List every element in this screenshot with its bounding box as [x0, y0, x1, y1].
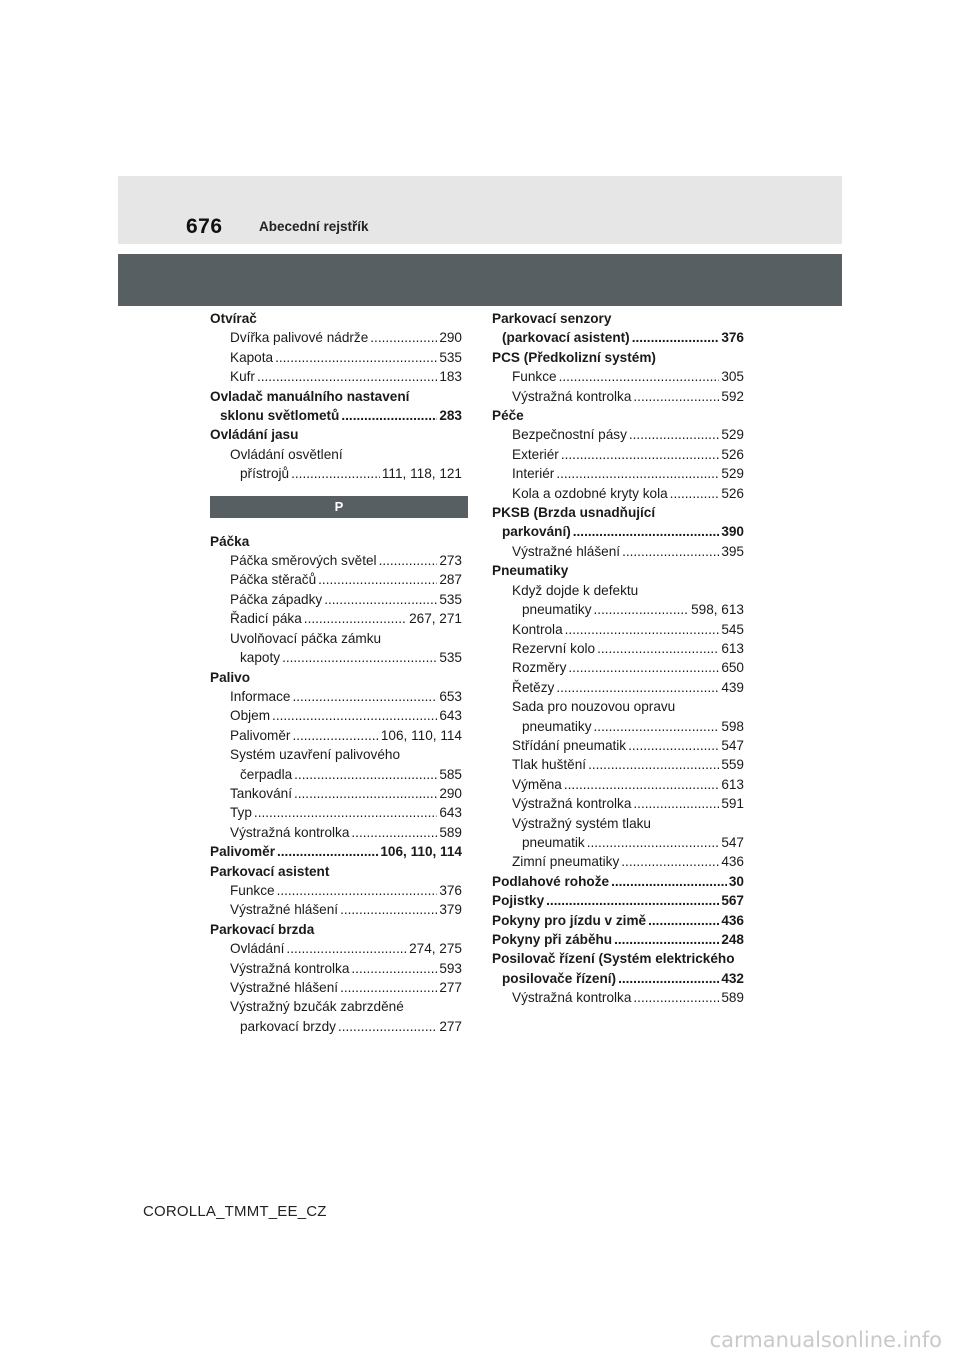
entry-page-number: 439: [721, 679, 744, 695]
entry-text: Palivoměr: [230, 727, 291, 743]
index-heading: [492, 911, 744, 930]
dot-leader: [257, 367, 437, 386]
entry-page-number: 535: [439, 591, 462, 607]
entry-text: Bezpečnostní pásy: [512, 427, 627, 443]
watermark: carmanualsonline.info: [709, 1328, 942, 1352]
index-entry: [492, 833, 744, 852]
entry-page-number: 559: [721, 757, 744, 773]
entry-page-number: 643: [439, 708, 462, 724]
index-entry: [210, 1017, 462, 1036]
entry-text: Pokyny pro jízdu v zimě: [492, 912, 647, 928]
entry-text: Výměna: [512, 776, 562, 792]
dot-leader: [292, 687, 437, 706]
index-entry: [210, 590, 462, 609]
index-group-p-continued: [492, 309, 744, 1008]
entry-page-number: 287: [439, 572, 462, 588]
index-column-left: [210, 309, 462, 1036]
dot-leader: [633, 387, 719, 406]
entry-page-number: 436: [721, 854, 744, 870]
index-entry: Sada pro nouzovou opravu: [512, 699, 676, 715]
entry-page-number: 529: [721, 466, 744, 482]
dot-leader: [621, 852, 719, 871]
entry-text: čerpadla: [240, 766, 293, 782]
index-heading: Otvírač: [210, 311, 257, 326]
index-entry: [492, 988, 744, 1007]
dot-leader: [294, 784, 437, 803]
index-column-right: [492, 309, 744, 1008]
entry-text: Pokyny při záběhu: [492, 932, 613, 947]
index-entry: [210, 823, 462, 842]
index-entry: [492, 387, 744, 406]
index-entry: [492, 425, 744, 444]
entry-page-number: 30: [728, 873, 744, 889]
index-entry: [210, 367, 462, 386]
entry-text: Ovládání: [230, 941, 285, 957]
dot-leader: [670, 484, 720, 503]
index-entry: [210, 784, 462, 803]
dot-leader: [324, 590, 437, 609]
entry-page-number: 545: [721, 621, 744, 637]
index-heading: [492, 891, 744, 910]
dot-leader: [275, 348, 437, 367]
entry-text: pneumatik: [522, 834, 585, 850]
index-entry: [210, 900, 462, 919]
entry-page-number: 653: [439, 688, 462, 704]
index-heading: Péče: [492, 408, 524, 424]
entry-text: Podlahové rohože: [492, 873, 610, 889]
entry-page-number: 526: [721, 485, 744, 501]
entry-text: Palivoměr: [210, 844, 275, 860]
dot-leader: [568, 658, 719, 677]
index-entry: [492, 755, 744, 774]
entry-text: Kola a ozdobné kryty kola: [512, 485, 668, 501]
dot-leader: [379, 551, 438, 570]
entry-text: Rozměry: [512, 660, 567, 676]
dot-leader: [587, 833, 720, 852]
index-heading: Páčka: [210, 533, 250, 549]
entry-text: Tankování: [230, 785, 292, 801]
entry-text: (parkovací asistent): [502, 330, 630, 346]
entry-page-number: 106, 110, 114: [380, 727, 462, 743]
entry-text: kapoty: [240, 650, 281, 666]
index-heading: Ovládání jasu: [210, 427, 299, 443]
entry-text: Řadicí páka: [230, 611, 302, 627]
dot-leader: [272, 706, 437, 725]
entry-text: Páčka stěračů: [230, 572, 317, 588]
dot-leader: [294, 765, 437, 784]
entry-page-number: 267, 271: [409, 611, 462, 627]
dot-leader: [561, 445, 719, 464]
entry-text: Výstražná kontrolka: [512, 388, 632, 404]
index-entry: [492, 678, 744, 697]
entry-text: Tlak huštění: [512, 757, 587, 773]
entry-text: Řetězy: [512, 679, 555, 695]
index-entry: [210, 803, 462, 822]
index-heading: [492, 328, 744, 347]
index-entry: [210, 978, 462, 997]
dot-leader: [629, 425, 719, 444]
index-entry: Ovládání osvětlení: [230, 446, 343, 462]
index-entry: [492, 484, 744, 503]
entry-text: Interiér: [512, 466, 555, 482]
dot-leader: [633, 988, 719, 1007]
dot-leader: [556, 464, 719, 483]
index-entry: [492, 445, 744, 464]
entry-page-number: 183: [439, 369, 462, 385]
entry-text: Výstražné hlášení: [230, 980, 339, 995]
index-heading: Posilovač řízení (Systém elektrického: [492, 951, 735, 967]
entry-page-number: 650: [721, 660, 744, 676]
dot-leader: [282, 648, 437, 667]
index-heading: [492, 969, 744, 988]
document-code: COROLLA_TMMT_EE_CZ: [143, 1203, 327, 1220]
entry-text: parkování): [502, 524, 571, 540]
entry-text: pneumatiky: [522, 602, 592, 618]
entry-page-number: 535: [439, 650, 462, 666]
dot-leader: [340, 978, 437, 997]
index-heading: PKSB (Brzda usnadňující: [492, 505, 656, 521]
dot-leader: [254, 803, 437, 822]
index-entry: [492, 620, 744, 639]
page-number: 676: [186, 215, 223, 238]
entry-page-number: 592: [721, 388, 744, 404]
dot-leader: [341, 406, 437, 425]
dot-leader: [588, 755, 719, 774]
dot-leader: [277, 842, 378, 861]
entry-text: Páčka západky: [230, 591, 323, 607]
dot-leader: [556, 678, 719, 697]
dot-leader: [614, 930, 719, 949]
entry-text: Objem: [230, 708, 271, 724]
entry-page-number: 547: [721, 834, 744, 850]
index-entry: [210, 551, 462, 570]
dot-leader: [632, 328, 720, 347]
entry-page-number: 274, 275: [409, 941, 462, 957]
entry-page-number: 591: [721, 796, 744, 812]
index-heading: PCS (Předkolizní systém): [492, 349, 656, 365]
entry-page-number: 598: [721, 718, 744, 734]
dot-leader: [351, 959, 437, 978]
dot-leader: [559, 367, 720, 386]
index-heading: [210, 842, 462, 861]
entry-text: sklonu světlometů: [220, 408, 340, 424]
dot-leader: [648, 911, 719, 930]
dot-leader: [546, 891, 719, 910]
entry-text: Výstražné hlášení: [230, 902, 339, 918]
entry-text: Rezervní kolo: [512, 640, 596, 656]
index-entry: [492, 639, 744, 658]
entry-page-number: 432: [721, 970, 744, 986]
entry-text: Funkce: [512, 369, 557, 385]
page-title: Abecední rejstřík: [259, 219, 369, 234]
entry-page-number: 273: [439, 553, 462, 569]
entry-page-number: 643: [439, 805, 462, 821]
entry-page-number: 106, 110, 114: [380, 844, 462, 860]
entry-page-number: 526: [721, 446, 744, 462]
entry-text: posilovače řízení): [502, 970, 617, 986]
dot-leader: [594, 717, 720, 736]
index-entry: [492, 717, 744, 736]
index-entry: [210, 464, 462, 483]
index-entry: [210, 939, 462, 958]
index-entry: [492, 852, 744, 871]
index-entry: Když dojde k defektu: [512, 582, 639, 598]
entry-text: Výstražná kontrolka: [512, 796, 632, 812]
entry-page-number: 589: [721, 990, 744, 1006]
entry-text: Dvířka palivové nádrže: [230, 330, 369, 346]
entry-text: Exteriér: [512, 446, 559, 462]
index-heading: Ovladač manuálního nastavení: [210, 388, 410, 404]
entry-text: Výstražné hlášení: [512, 543, 621, 559]
dot-leader: [622, 542, 719, 561]
index-entry: [210, 328, 462, 347]
dot-leader: [618, 969, 719, 988]
index-heading: Parkovací brzda: [210, 921, 315, 937]
entry-text: přístrojů: [240, 466, 290, 482]
dot-leader: [628, 736, 719, 755]
index-entry: [210, 687, 462, 706]
index-heading: Palivo: [210, 669, 251, 685]
entry-text: Informace: [230, 688, 291, 704]
index-entry: [492, 464, 744, 483]
entry-page-number: 395: [721, 543, 744, 559]
header-dark-band: [118, 254, 842, 306]
index-entry: [492, 367, 744, 386]
index-entry: Výstražný bzučák zabrzděné: [230, 999, 404, 1015]
index-group-o: [210, 309, 462, 484]
index-heading: [492, 872, 744, 891]
entry-text: Výstražná kontrolka: [230, 960, 350, 976]
index-entry: [492, 736, 744, 755]
entry-page-number: 376: [439, 882, 462, 898]
index-heading: Pneumatiky: [492, 563, 569, 579]
index-entry: [492, 775, 744, 794]
entry-text: Výstražná kontrolka: [512, 990, 632, 1006]
index-entry: [210, 959, 462, 978]
dot-leader: [564, 775, 719, 794]
index-heading: [210, 406, 462, 425]
entry-text: Funkce: [230, 882, 275, 898]
dot-leader: [338, 1017, 437, 1036]
index-entry: Výstražný systém tlaku: [512, 815, 651, 831]
dot-leader: [565, 620, 720, 639]
entry-page-number: 585: [439, 766, 462, 782]
entry-text: Kapota: [230, 349, 274, 365]
index-entry: Systém uzavření palivového: [230, 747, 401, 763]
entry-page-number: 567: [721, 893, 744, 909]
entry-page-number: 376: [721, 330, 744, 346]
index-entry: [492, 600, 744, 619]
entry-page-number: 535: [439, 349, 462, 365]
index-entry: [210, 726, 462, 745]
dot-leader: [340, 900, 437, 919]
entry-text: Pojistky: [492, 893, 545, 909]
entry-page-number: 283: [439, 408, 462, 424]
entry-page-number: 305: [721, 369, 744, 385]
dot-leader: [351, 823, 437, 842]
entry-page-number: 379: [439, 902, 462, 918]
dot-leader: [633, 794, 719, 813]
index-group-p: [210, 532, 462, 1037]
dot-leader: [573, 522, 720, 541]
index-entry: [492, 542, 744, 561]
dot-leader: [291, 464, 380, 483]
index-heading: [492, 930, 744, 949]
entry-page-number: 613: [721, 640, 744, 656]
index-heading: Parkovací senzory: [492, 311, 612, 326]
entry-page-number: 593: [439, 960, 462, 976]
entry-page-number: 111, 118, 121: [381, 466, 462, 482]
dot-leader: [594, 600, 690, 619]
index-heading: Parkovací asistent: [210, 863, 330, 879]
entry-text: parkovací brzdy: [240, 1018, 336, 1034]
entry-text: Typ: [230, 805, 252, 821]
dot-leader: [277, 881, 438, 900]
entry-page-number: 290: [439, 330, 462, 346]
index-entry: [210, 881, 462, 900]
dot-leader: [611, 872, 727, 891]
dot-leader: [292, 726, 378, 745]
entry-text: Výstražná kontrolka: [230, 824, 350, 840]
entry-page-number: 529: [721, 427, 744, 443]
entry-page-number: 277: [439, 1018, 462, 1034]
index-entry: [210, 706, 462, 725]
dot-leader: [286, 939, 407, 958]
entry-page-number: 589: [439, 824, 462, 840]
index-entry: [210, 348, 462, 367]
entry-text: Páčka směrových světel: [230, 553, 377, 569]
index-entry: [210, 648, 462, 667]
entry-page-number: 390: [721, 524, 744, 540]
entry-page-number: 598, 613: [691, 602, 744, 618]
entry-page-number: 436: [721, 912, 744, 928]
index-heading: [492, 522, 744, 541]
header-band: [118, 176, 842, 244]
dot-leader: [370, 328, 437, 347]
entry-text: Střídání pneumatik: [512, 737, 627, 753]
entry-text: pneumatiky: [522, 718, 592, 734]
dot-leader: [304, 609, 407, 628]
index-entry: Uvolňovací páčka zámku: [230, 630, 382, 646]
entry-page-number: 547: [721, 737, 744, 753]
entry-text: Zimní pneumatiky: [512, 854, 620, 870]
dot-leader: [597, 639, 719, 658]
entry-text: Kontrola: [512, 621, 563, 637]
index-entry: [210, 765, 462, 784]
index-entry: [492, 658, 744, 677]
entry-page-number: 613: [721, 776, 744, 792]
index-entry: [210, 570, 462, 589]
entry-text: Kufr: [230, 369, 255, 385]
entry-page-number: 248: [721, 932, 744, 947]
index-entry: [210, 609, 462, 628]
dot-leader: [318, 570, 437, 589]
entry-page-number: 277: [439, 980, 462, 995]
section-letter-bar: P: [210, 496, 468, 518]
index-entry: [492, 794, 744, 813]
entry-page-number: 290: [439, 785, 462, 801]
